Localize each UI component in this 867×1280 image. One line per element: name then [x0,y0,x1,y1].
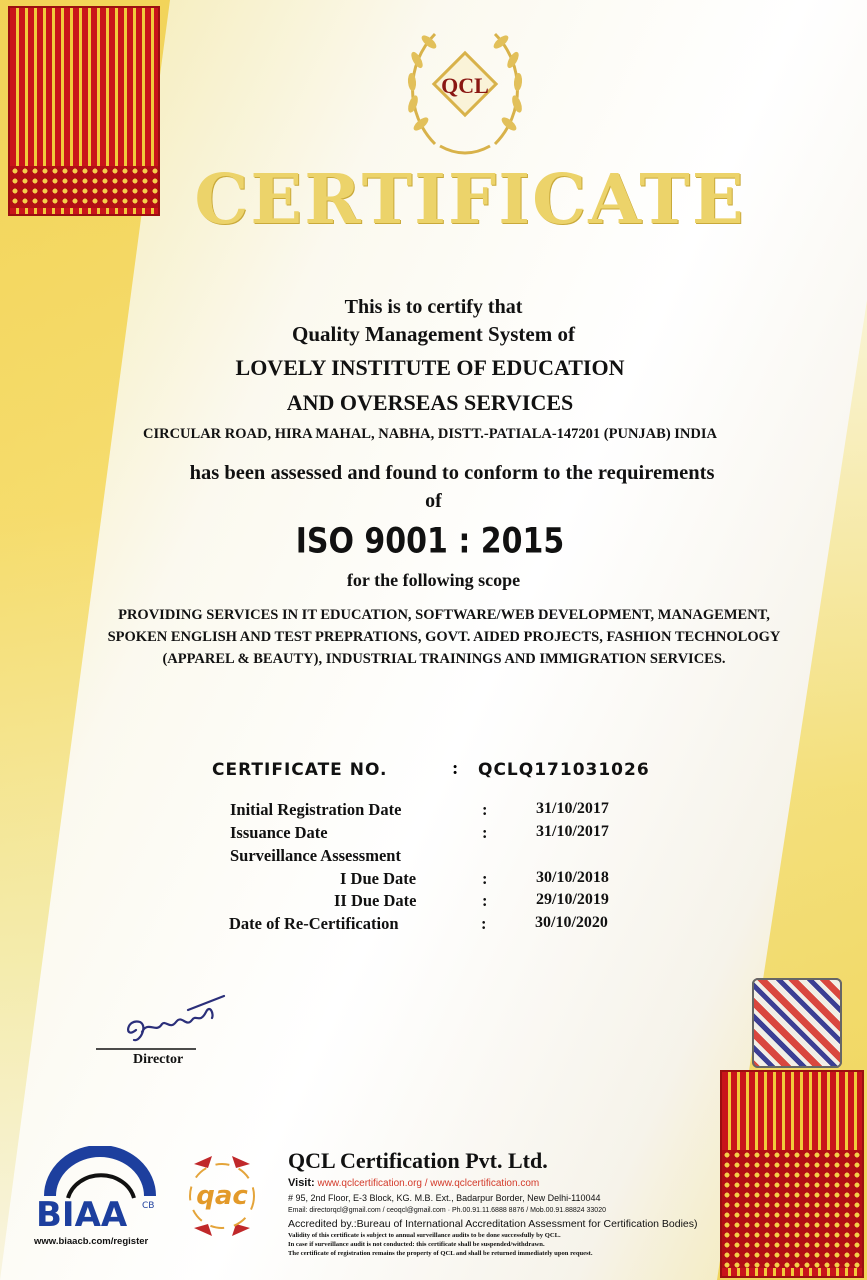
certificate-number: QCLQ171031026 [478,760,650,780]
system-text: Quality Management System of [292,322,575,346]
hologram-seal [752,978,842,1068]
iso-standard: ISO 9001 : 2015 [295,521,565,562]
biaa-logo [30,1146,165,1246]
issuer-company-name: QCL Certification Pvt. Ltd. [288,1148,548,1173]
date-colon: : [482,800,488,819]
scope-text [14,604,867,670]
assessed-text: has been assessed and found to conform to the requirements [189,462,715,484]
date-label: Surveillance Assessment [230,846,401,865]
date-value: 30/10/2018 [536,869,609,886]
issuer-contact: Email: directorqcl@gmail.com / ceoqcl@gmail.com · Ph.00.91.11.6888 8876 / Mob.00.91.88824 33020 [288,1207,606,1214]
scope-line: (APPAREL & BEAUTY), INDUSTRIAL TRAININGS AND IMMIGRATION SERVICES. [162,651,726,667]
qac-text: qac [196,1181,248,1211]
organization-line-2: AND OVERSEAS SERVICES [286,390,574,415]
director-signature [96,990,246,1060]
organization-address: CIRCULAR ROAD, HIRA MAHAL, NABHA, DISTT.-PATIALA-147201 (PUNJAB) INDIA [143,426,717,442]
biaa-cb-text: CB [142,1201,155,1211]
certificate-number-colon: : [452,758,459,779]
date-label: Issuance Date [230,823,328,842]
surveillance-note: In case if surveillance audit is not conducted: this certificate shall be suspended/withdrawn. [288,1241,545,1248]
date-value: 31/10/2017 [536,800,609,817]
intro-text: This is to certify that [344,296,523,318]
date-label: II Due Date [334,891,417,910]
visit-label: Visit: [288,1177,315,1189]
director-title: Director [133,1052,184,1067]
decorative-stripes-bottom-right [720,1070,864,1278]
biaa-text: BIAA [36,1195,128,1235]
certificate-heading: CERTIFICATE [194,160,746,240]
validity-note: Validity of this certificate is subject to annual surveillance audits to be done successfully by QCL. [288,1232,561,1239]
date-colon: : [481,914,487,933]
website-links: www.qclcertification.org / www.qclcertification.com [317,1178,540,1189]
issuer-address: # 95, 2nd Floor, E-3 Block, KG. M.B. Ext., Badarpur Border, New Delhi-110044 [288,1193,601,1203]
decorative-dots [722,1150,862,1268]
qcl-logo-text: QCL [441,73,489,98]
of-text: of [425,490,442,512]
date-value: 31/10/2017 [536,823,609,840]
scope-intro: for the following scope [346,570,521,590]
date-value: 29/10/2019 [536,891,609,908]
date-colon: : [482,869,488,888]
date-label: Date of Re-Certification [229,914,399,933]
ownership-note: The certificate of registration remains the property of QCL and shall be returned immediately upon request. [288,1250,593,1257]
date-label: I Due Date [340,869,417,888]
date-colon: : [482,823,488,842]
issuer-websites [288,1177,539,1189]
scope-line: PROVIDING SERVICES IN IT EDUCATION, SOFTWARE/WEB DEVELOPMENT, MANAGEMENT, [118,607,770,623]
date-label: Initial Registration Date [230,800,402,819]
accreditation-text: Accredited by.:Bureau of International Accreditation Assessment for Certification Bodies) [288,1218,698,1230]
date-value: 30/10/2020 [535,914,608,931]
certificate-number-label: CERTIFICATE NO. [212,760,388,780]
date-colon: : [482,891,488,910]
qcl-laurel-logo [395,14,535,164]
organization-line-1: LOVELY INSTITUTE OF EDUCATION [235,355,625,380]
biaa-url: www.biaacb.com/register [34,1236,149,1246]
scope-line: SPOKEN ENGLISH AND TEST PREPRATIONS, GOVT. AIDED PROJECTS, FASHION TECHNOLOGY [107,629,781,645]
qac-logo [172,1146,272,1246]
